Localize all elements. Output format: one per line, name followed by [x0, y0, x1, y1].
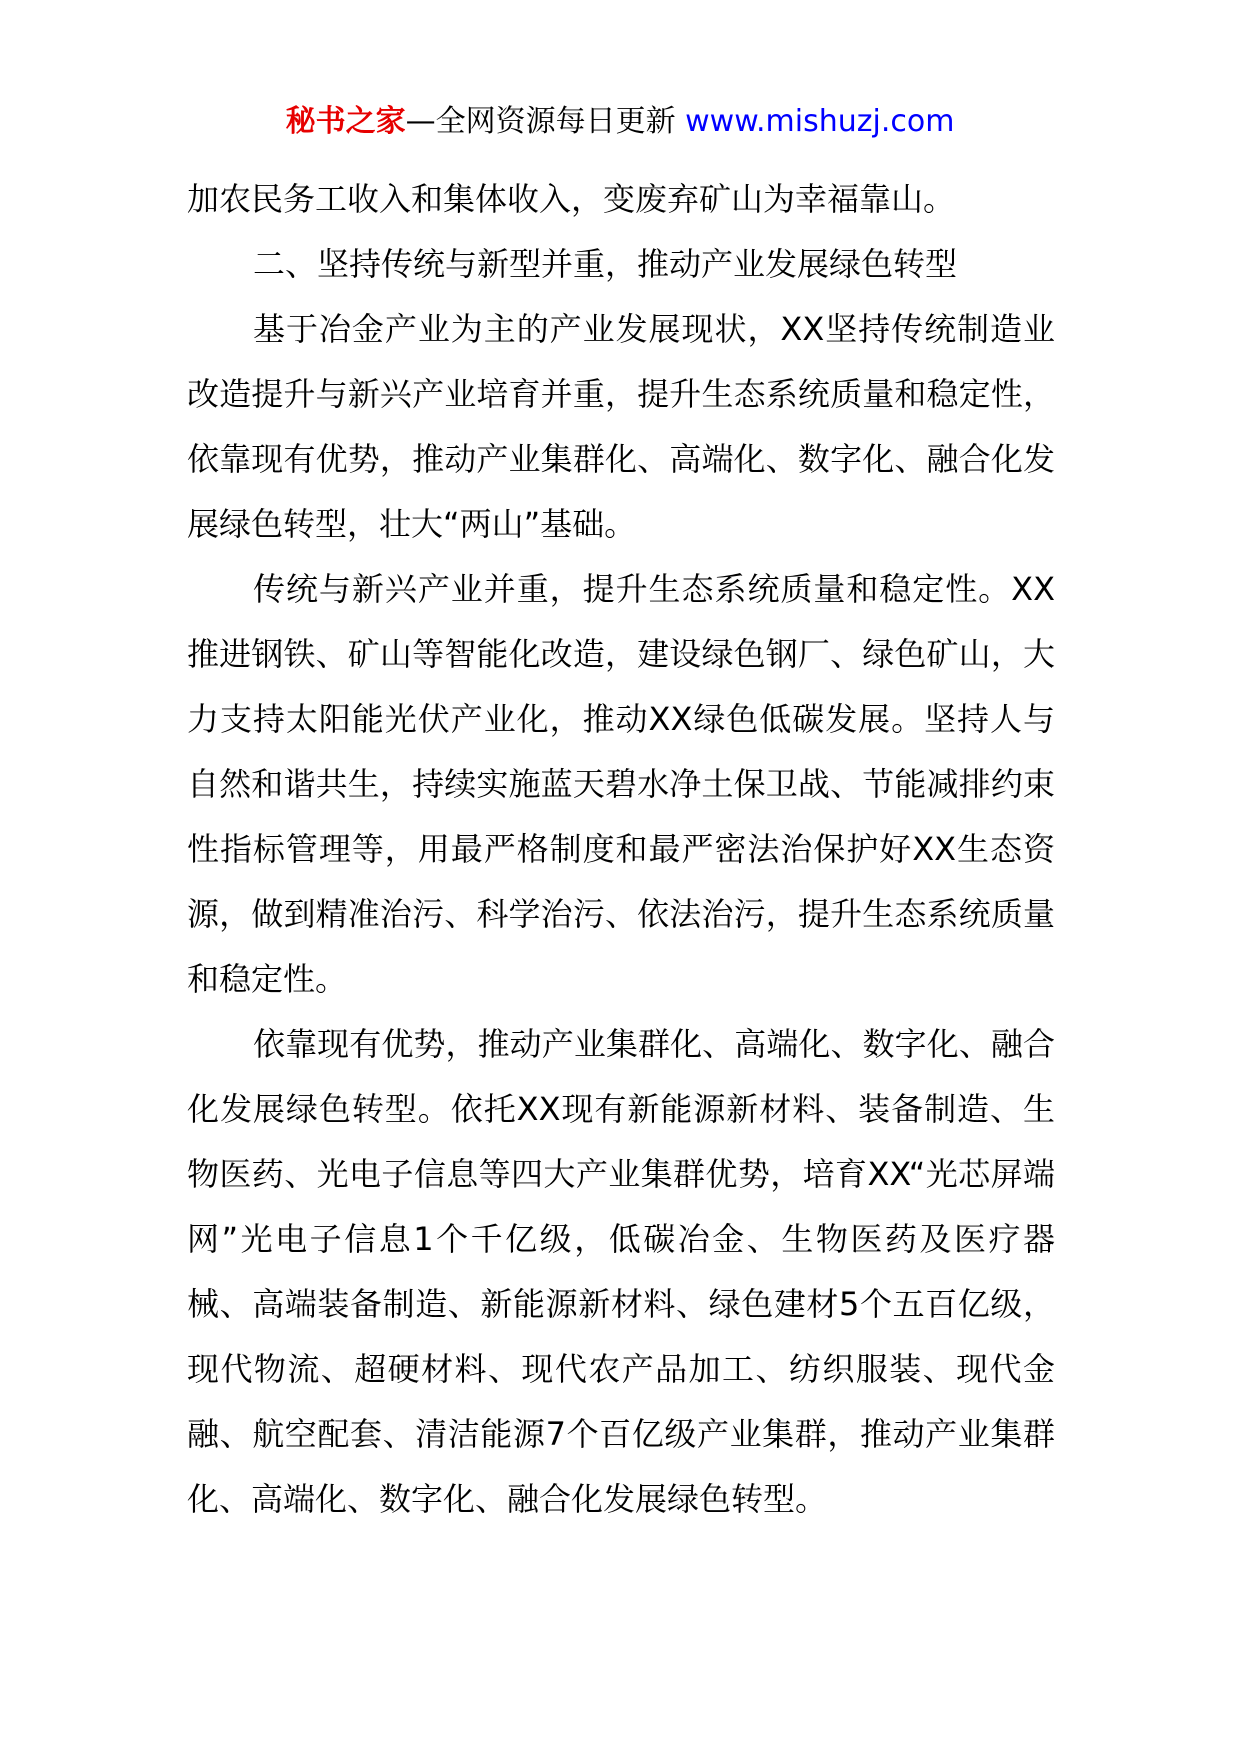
header-tagline: —全网资源每日更新 — [405, 104, 686, 139]
section-heading: 二、坚持传统与新型并重，推动产业发展绿色转型 — [253, 245, 958, 283]
paragraph: 传统与新兴产业并重，提升生态系统质量和稳定性。XX推进钢铁、矿山等智能化改造，建设绿色钢厂、绿色矿山，大力支持太阳能光伏产业化，推动XX绿色低碳发展。坚持人与自然和谐共生，持续实施蓝天碧水净土保卫战、节能减排约束性指标管理等，用最严格制度和最严密法治保护好XX生态资源，做到精准治污、科学治污、依法治污，提升生态系统质量和稳定性。 — [187, 570, 1055, 998]
document-body — [187, 167, 1055, 1532]
header-url-link[interactable]: www.mishuzj.com — [685, 104, 955, 139]
header-brand: 秘书之家 — [285, 104, 406, 139]
paragraph: 依靠现有优势，推动产业集群化、高端化、数字化、融合化发展绿色转型。依托XX现有新能源新材料、装备制造、生物医药、光电子信息等四大产业集群优势，培育XX“光芯屏端网”光电子信息1个千亿级，低碳冶金、生物医药及医疗器械、高端装备制造、新能源新材料、绿色建材5个五百亿级，现代物流、超硬材料、现代农产品加工、纺织服装、现代金融、航空配套、清洁能源7个百亿级产业集群，推动产业集群化、高端化、数字化、融合化发展绿色转型。 — [187, 1025, 1055, 1518]
paragraph-continuation: 加农民务工收入和集体收入，变废弃矿山为幸福靠山。 — [187, 180, 956, 218]
page-header — [0, 100, 1240, 144]
paragraph: 基于冶金产业为主的产业发展现状，XX坚持传统制造业改造提升与新兴产业培育并重，提升生态系统质量和稳定性，依靠现有优势，推动产业集群化、高端化、数字化、融合化发展绿色转型，壮大“两山”基础。 — [187, 310, 1055, 543]
